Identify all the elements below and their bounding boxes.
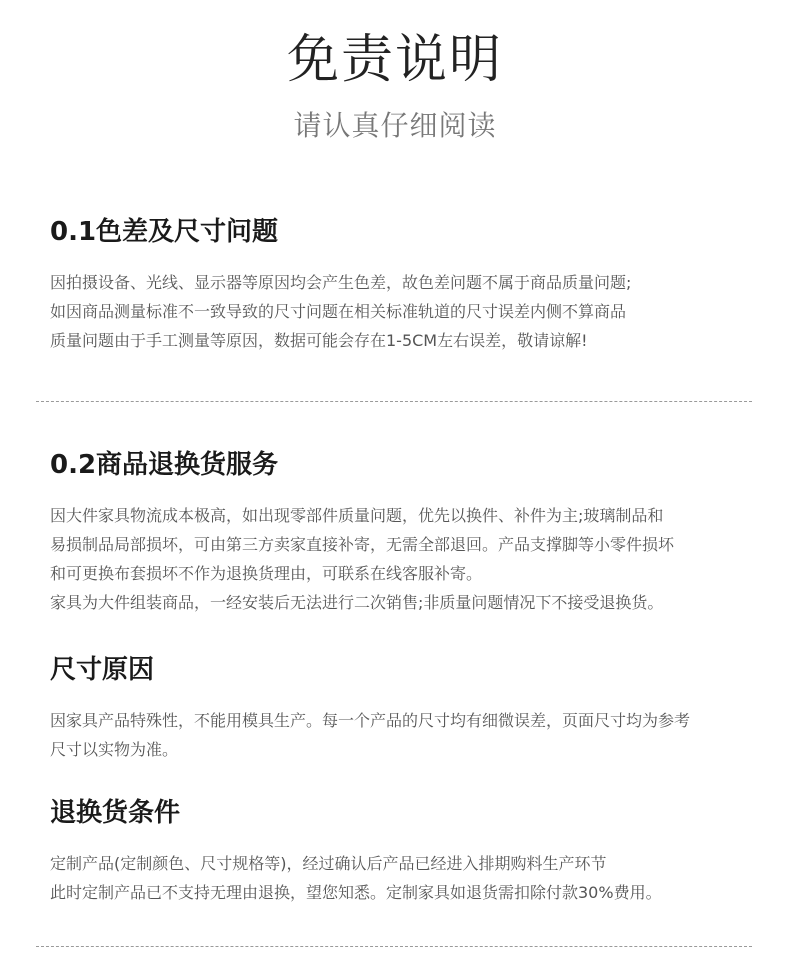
body-line: 家具为大件组装商品，一经安装后无法进行二次销售;非质量问题情况下不接受退换货。 bbox=[50, 593, 664, 612]
section-heading-size-reason: 尺寸原因 bbox=[50, 655, 155, 685]
body-line: 因拍摄设备、光线、显示器等原因均会产生色差，故色差问题不属于商品质量问题; bbox=[50, 273, 632, 292]
section-body-color-size bbox=[50, 268, 631, 355]
body-line: 易损制品局部损坏，可由第三方卖家直接补寄，无需全部退回。产品支撑脚等小零件损坏 bbox=[50, 535, 675, 554]
section-heading-return-conditions: 退换货条件 bbox=[50, 798, 181, 828]
section-body-return-conditions bbox=[50, 849, 662, 907]
body-line: 定制产品(定制颜色、尺寸规格等)，经过确认后产品已经进入排期购料生产环节 bbox=[50, 854, 607, 873]
dashed-divider bbox=[36, 401, 752, 402]
page-subtitle: 请认真仔细阅读 bbox=[293, 109, 497, 142]
page-title: 免责说明 bbox=[286, 30, 503, 90]
body-line: 如因商品测量标准不一致导致的尺寸问题在相关标准轨道的尺寸误差内侧不算商品 bbox=[50, 302, 627, 321]
section-heading-returns-service: 0.2商品退换货服务 bbox=[50, 450, 279, 480]
body-line: 尺寸以实物为准。 bbox=[50, 740, 179, 759]
section-body-size-reason bbox=[50, 706, 690, 764]
dashed-divider bbox=[36, 946, 752, 947]
body-line: 质量问题由于手工测量等原因，数据可能会存在1-5CM左右误差，敬请谅解! bbox=[50, 331, 588, 350]
section-heading-color-size: 0.1色差及尺寸问题 bbox=[50, 217, 279, 247]
body-line: 此时定制产品已不支持无理由退换，望您知悉。定制家具如退货需扣除付款30%费用。 bbox=[50, 883, 662, 902]
section-body-returns-service bbox=[50, 501, 674, 617]
body-line: 和可更换布套损坏不作为退换货理由，可联系在线客服补寄。 bbox=[50, 564, 483, 583]
body-line: 因家具产品特殊性，不能用模具生产。每一个产品的尺寸均有细微误差，页面尺寸均为参考 bbox=[50, 711, 691, 730]
body-line: 因大件家具物流成本极高，如出现零部件质量问题，优先以换件、补件为主;玻璃制品和 bbox=[50, 506, 664, 525]
